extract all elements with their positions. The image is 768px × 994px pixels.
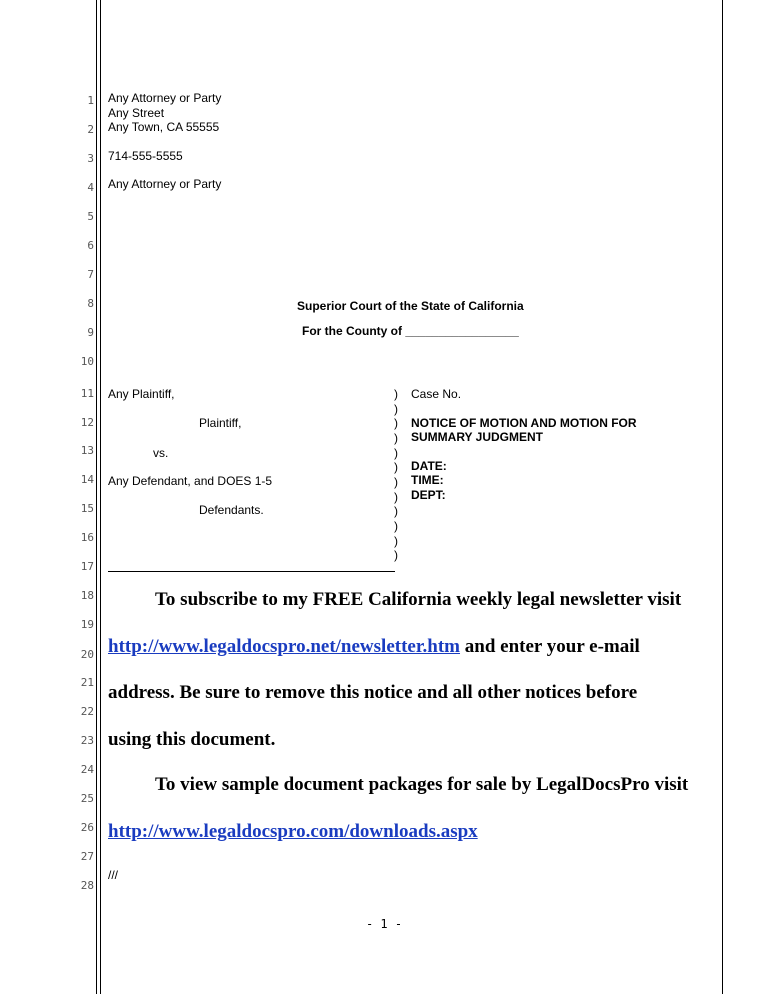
line-number: 28 [80, 879, 94, 892]
line-number: 11 [80, 387, 94, 400]
line-number: 20 [80, 648, 94, 661]
hearing-date: DATE: [411, 459, 447, 473]
attorney-for: Any Attorney or Party [108, 177, 222, 191]
line-number: 10 [80, 355, 94, 368]
line-number: 26 [80, 821, 94, 834]
caption-paren: ) [394, 416, 398, 430]
caption-paren: ) [394, 519, 398, 533]
attorney-name: Any Attorney or Party [108, 91, 222, 105]
line-number: 27 [80, 850, 94, 863]
line-number: 1 [87, 94, 94, 107]
document-title-line1: NOTICE OF MOTION AND MOTION FOR [411, 416, 637, 430]
page-number: - 1 - [365, 917, 403, 931]
notice-line-2 [108, 636, 640, 658]
line-number: 12 [80, 416, 94, 429]
document-title-line2: SUMMARY JUDGMENT [411, 430, 544, 444]
caption-paren: ) [394, 504, 398, 518]
caption-paren: ) [394, 402, 398, 416]
notice-line-4: using this document. [108, 729, 276, 750]
line-number: 24 [80, 763, 94, 776]
caption-paren: ) [394, 446, 398, 460]
plaintiff-name: Any Plaintiff, [108, 387, 175, 401]
line-number: 3 [87, 152, 94, 165]
notice-line-1: To subscribe to my FREE California weekly legal newsletter visit [155, 589, 682, 610]
notice-line-2-rest: and enter your e-mail [460, 636, 640, 657]
defendant-label: Defendants. [199, 503, 264, 517]
caption-paren: ) [394, 475, 398, 489]
line-number: 6 [87, 239, 94, 252]
plaintiff-label: Plaintiff, [199, 416, 242, 430]
caption-paren: ) [394, 490, 398, 504]
defendant-name: Any Defendant, and DOES 1-5 [108, 474, 273, 488]
right-margin-rule [722, 0, 723, 994]
line-number: 2 [87, 123, 94, 136]
downloads-link[interactable]: http://www.legaldocspro.com/downloads.aspx [108, 821, 478, 842]
attorney-street: Any Street [108, 106, 165, 120]
case-number: Case No. [411, 387, 462, 401]
line-number: 9 [87, 326, 94, 339]
left-margin-rule-inner [100, 0, 101, 994]
line-number: 25 [80, 792, 94, 805]
hearing-dept: DEPT: [411, 488, 446, 502]
caption-paren: ) [394, 387, 398, 401]
caption-paren: ) [394, 460, 398, 474]
notice-line-5: To view sample document packages for sale by LegalDocsPro visit [155, 774, 689, 795]
line-number: 8 [87, 297, 94, 310]
court-county: For the County of _________________ [302, 324, 519, 338]
caption-paren: ) [394, 534, 398, 548]
line-number: 15 [80, 502, 94, 515]
caption-paren: ) [394, 431, 398, 445]
slashes: /// [108, 868, 119, 882]
hearing-time: TIME: [411, 473, 444, 487]
line-number: 5 [87, 210, 94, 223]
line-number: 21 [80, 676, 94, 689]
line-number: 7 [87, 268, 94, 281]
caption-underline [108, 571, 395, 572]
court-name: Superior Court of the State of California [297, 299, 524, 313]
attorney-phone: 714-555-5555 [108, 149, 183, 163]
line-number: 13 [80, 444, 94, 457]
line-number: 14 [80, 473, 94, 486]
versus: vs. [153, 446, 169, 460]
line-number: 19 [80, 618, 94, 631]
line-number: 17 [80, 560, 94, 573]
line-number: 18 [80, 589, 94, 602]
line-number: 23 [80, 734, 94, 747]
attorney-city: Any Town, CA 55555 [108, 120, 220, 134]
notice-line-6 [108, 821, 478, 843]
line-number: 22 [80, 705, 94, 718]
notice-line-3: address. Be sure to remove this notice and all other notices before [108, 682, 638, 703]
line-number: 16 [80, 531, 94, 544]
left-margin-rule-outer [96, 0, 97, 994]
caption-paren: ) [394, 548, 398, 562]
line-number: 4 [87, 181, 94, 194]
newsletter-link[interactable]: http://www.legaldocspro.net/newsletter.htm [108, 636, 461, 657]
